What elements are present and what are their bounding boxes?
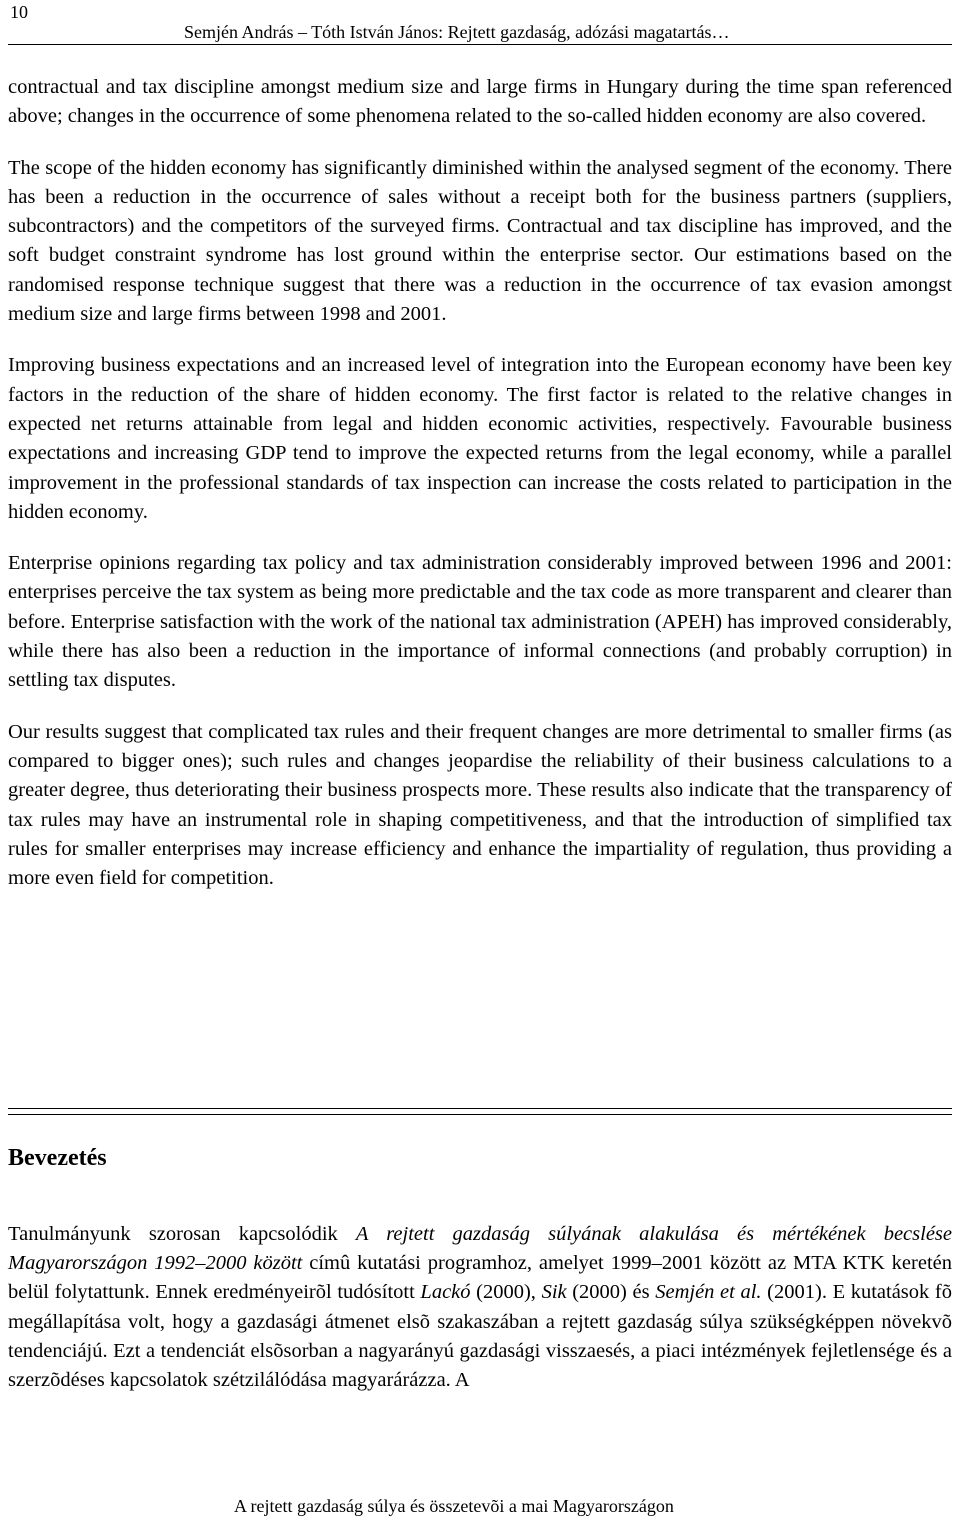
author-semjen: Semjén et al. — [655, 1281, 762, 1304]
english-summary — [8, 73, 952, 893]
paragraph-2: The scope of the hidden economy has significantly diminished within the analysed segment of the economy. There has been a reduction in the occurrence of sales without a receipt both for the business partners (suppliers, subcontractors) and the competitors of the surveyed firms. Contractual and tax discipline has improved, and the soft budget constraint syndrome has lost ground within the enterprise sector. Our estimations based on the randomised response technique suggest that there was a reduction in the occurrence of tax evasion amongst medium size and large firms between 1998 and 2001. — [8, 156, 952, 326]
intro-text-part-2: címû kutatási programhoz, amelyet 1999–2001 között az MTA KTK keretén belül folytattunk. Ennek eredményeirõl tudósított — [8, 1252, 953, 1304]
page-footer: A rejtett gazdaság súlya és összetevõi a mai Magyarországon — [234, 1496, 674, 1516]
running-head: Semjén András – Tóth István János: Rejtett gazdaság, adózási magatartás… — [184, 22, 730, 42]
author-lacko: Lackó — [420, 1281, 471, 1304]
paragraph-5: Our results suggest that complicated tax rules and their frequent changes are more detrimental to smaller firms (as compared to bigger ones); such rules and changes jeopardise the reliability of their business calculations to a greater degree, thus deteriorating their business prospects more. These results also indicate that the transparency of tax rules may have an instrumental role in shaping competitiveness, and that the introduction of simplified tax rules for smaller enterprises may increase efficiency and enhance the impartiality of regulation, thus providing a more even field for competition. — [8, 720, 952, 890]
paragraph-1: contractual and tax discipline amongst medium size and large firms in Hungary during the time span referenced above; changes in the occurrence of some phenomena related to the so-called hidden economy are also covered. — [8, 76, 952, 128]
paragraph-4: Enterprise opinions regarding tax policy and tax administration considerably improved between 1996 and 2001: enterprises perceive the tax system as being more predictable and the tax code as more transparent and clearer than before. Enterprise satisfaction with the work of the national tax administration (APEH) has improved considerably, while there has also been a reduction in the importance of informal connections (and probably corruption) in settling tax disputes. — [8, 552, 952, 692]
author-sik: Sik — [541, 1281, 567, 1304]
paragraph-3: Improving business expectations and an increased level of integration into the European economy have been key factors in the reduction of the share of hidden economy. The first factor is related to the relative changes in expected net returns attainable from legal and hidden economic activities, respectively. Favourable business expectations and increasing GDP tend to improve the expected returns from the legal economy, while a parallel improvement in the professional standards of tax inspection can increase the costs related to participation in the hidden economy. — [8, 354, 952, 523]
page-header — [8, 0, 952, 45]
intro-text-part-1: Tanulmányunk szorosan kapcsolódik — [8, 1223, 356, 1245]
introduction-paragraph — [8, 1220, 952, 1395]
section-heading: Bevezetés — [8, 1145, 107, 1171]
project-title: A rejtett gazdaság súlyának alakulása és mértékének becslése Magyarországon 1992–2000 között — [8, 1223, 952, 1275]
page-number: 10 — [10, 2, 28, 22]
intro-text-part-3: (2000), — [470, 1281, 542, 1304]
intro-text-part-5: (2001). E kutatások fõ megállapítása volt, hogy a gazdasági átmenet elsõ szakaszában a rejtett gazdaság súlya szükségképpen növekvõ tendenciájú. Ezt a tendenciát elsõsorban a nagyarányú gazdasági visszaesés, a piaci intézmények fejletlensége és a szerzõdéses kapcsolatok szétzilálódása magyarárázza. A — [8, 1281, 952, 1392]
section-divider — [8, 1108, 952, 1115]
introduction-text — [8, 1220, 952, 1395]
intro-text-part-4: (2000) és — [566, 1281, 656, 1304]
